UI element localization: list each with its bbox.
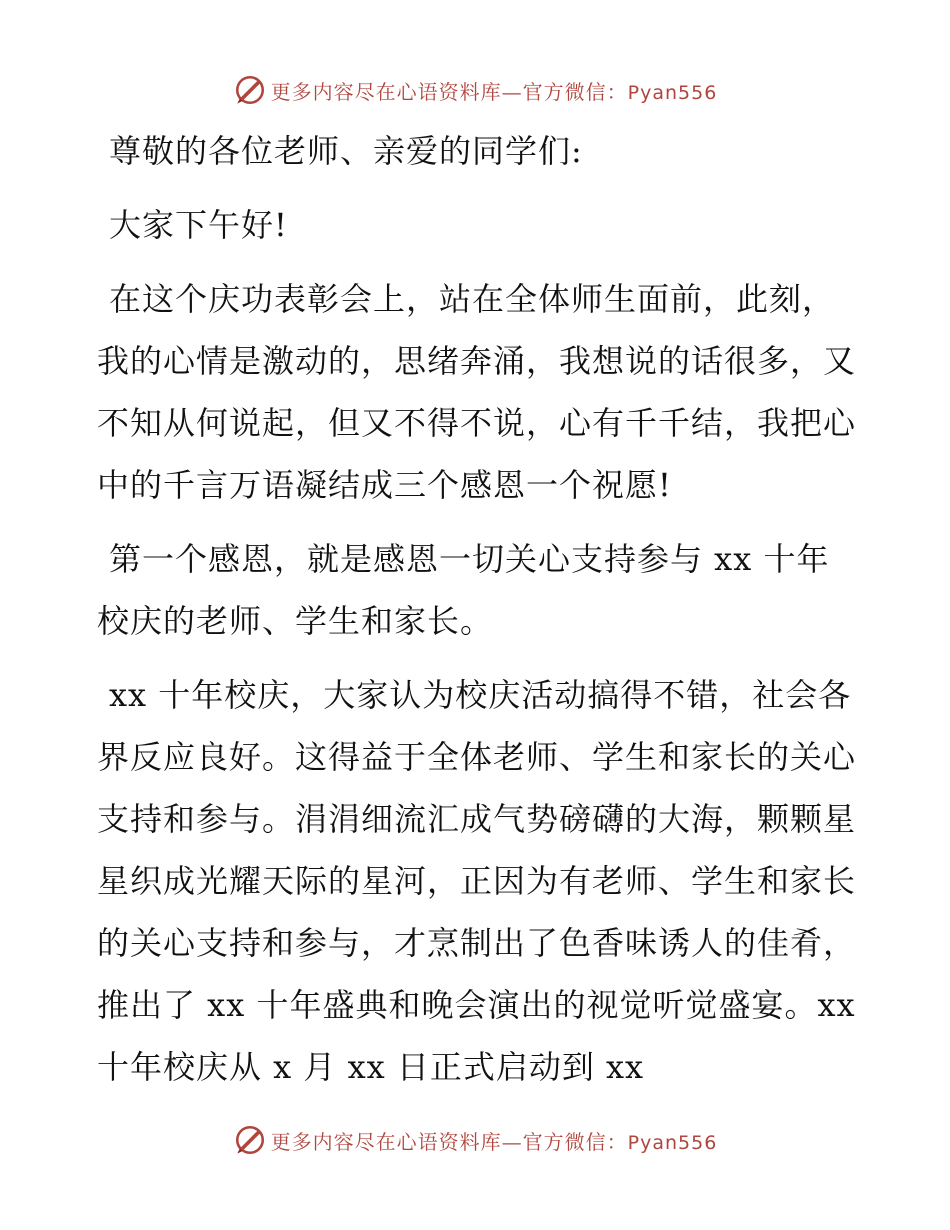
pen-logo-icon	[233, 73, 267, 107]
footer-banner	[0, 1120, 950, 1160]
greeting: 大家下午好!	[109, 206, 288, 244]
paragraph-anniversary: xx 十年校庆，大家认为校庆活动搞得不错，社会各界反应良好。这得益于全体老师、学生和家长的关心支持和参与。涓涓细流汇成气势磅礴的大海，颗颗星星织成光耀天际的星河，正因为有老师、学生和家长的关心支持和参与，才烹制出了色香味诱人的佳肴，推出了 xx 十年盛典和晚会演出的视觉听觉盛宴。xx 十年校庆从 x 月 xx 日正式启动到 xx	[97, 676, 857, 1086]
document-body	[97, 120, 857, 1110]
paragraph-first-gratitude: 第一个感恩，就是感恩一切关心支持参与 xx 十年校庆的老师、学生和家长。	[97, 540, 830, 640]
paragraph-intro: 在这个庆功表彰会上，站在全体师生面前，此刻，我的心情是激动的，思绪奔涌，我想说的话很多，又不知从何说起，但又不得不说，心有千千结，我把心中的千言万语凝结成三个感恩一个祝愿!	[97, 280, 857, 504]
banner-text: 更多内容尽在心语资料库—官方微信：Pyan556	[270, 1129, 718, 1154]
header-banner	[0, 70, 950, 110]
wechat-id: Pyan556	[627, 81, 718, 104]
salutation: 尊敬的各位老师、亲爱的同学们:	[109, 132, 583, 170]
banner-text: 更多内容尽在心语资料库—官方微信：Pyan556	[270, 79, 718, 104]
wechat-id: Pyan556	[627, 1131, 718, 1154]
pen-logo-icon	[233, 1123, 267, 1157]
